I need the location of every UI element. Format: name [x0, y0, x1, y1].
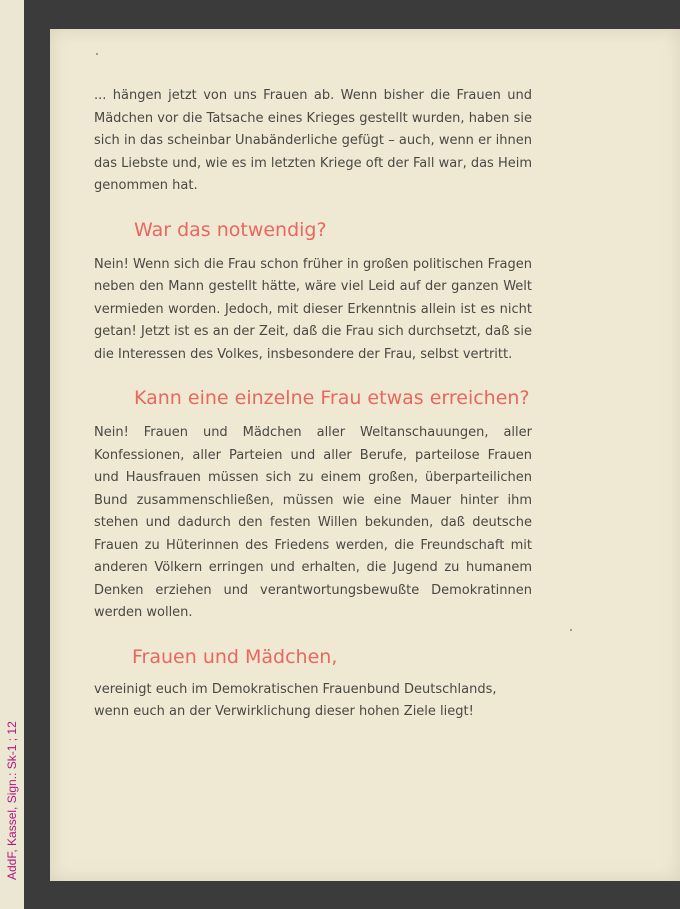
paper-speck: [96, 53, 98, 55]
heading-kann-eine-einzelne-frau: Kann eine einzelne Frau etwas erreichen?: [134, 387, 530, 409]
paper-speck: [570, 629, 572, 631]
document-body: [94, 85, 532, 724]
heading-frauen-und-maedchen: Frauen und Mädchen,: [132, 645, 338, 668]
heading-war-das-notwendig: War das notwendig?: [134, 218, 327, 241]
archive-margin: [0, 0, 24, 909]
closing-paragraph: vereinigt euch im Demokratischen Frauenbund Deutschlands, wenn euch an der Verwirklichung dieser hohen Ziele liegt!: [94, 681, 497, 719]
archive-signature: AddF, Kassel, Sign.: Sk-1 ; 12: [5, 721, 19, 880]
answer-paragraph-2: Nein! Frauen und Mädchen aller Weltanschauungen, aller Konfessionen, aller Parteien und aller Berufe, parteilose Frauen und Hausfrauen müssen sich zu einem großen, überparteilichen Bund zusammenschließen, müssen wie eine Mauer hinter ihm stehen und dadurch den festen Willen bekunden, daß deutsche Frauen zu Hüterinnen des Friedens werden, die Freundschaft mit anderen Völkern erringen und erhalten, die Jugend zu humanem Denken erziehen und verantwortungsbewußte Demokratinnen werden wollen.: [94, 425, 532, 620]
intro-paragraph: ... hängen jetzt von uns Frauen ab. Wenn bisher die Frauen und Mädchen vor die Tatsache eines Krieges gestellt wurden, haben sie sich in das scheinbar Unabänderliche gefügt – auch, wenn er ihnen das Liebste und, wie es im letzten Kriege oft der Fall war, das Heim genommen hat.: [94, 88, 533, 193]
answer-paragraph-1: Nein! Wenn sich die Frau schon früher in großen politischen Fragen neben den Mann gestellt hätte, wäre viel Leid auf der ganzen Welt vermieden worden. Jedoch, mit dieser Erkenntnis allein ist es nicht getan! Jetzt ist es an der Zeit, daß die Frau sich durchsetzt, daß sie die Interessen des Volkes, insbesondere der Frau, selbst vertritt.: [94, 256, 532, 362]
